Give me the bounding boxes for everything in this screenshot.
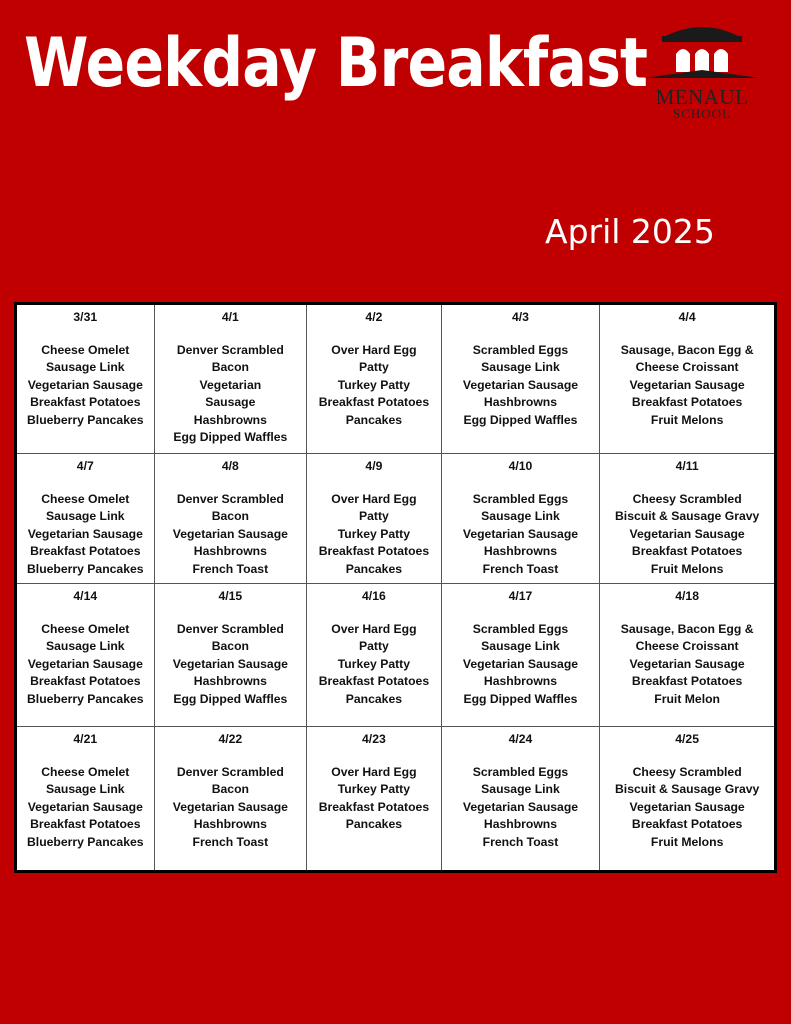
menu-item: Vegetarian Sausage [27, 377, 143, 392]
menu-item: Cheese Omelet [41, 621, 130, 636]
day-date: 3/31 [73, 310, 98, 324]
day-date: 4/11 [675, 459, 699, 473]
menu-item: Breakfast Potatoes [631, 544, 743, 558]
day-cell [154, 727, 307, 872]
school-building-icon [636, 24, 768, 84]
menu-item: Denver Scrambled [176, 764, 284, 779]
day-cell [600, 304, 776, 454]
menu-item: Sausage, Bacon Egg & [620, 342, 754, 357]
menu-item: Fruit Melons [650, 561, 724, 576]
menu-item: Vegetarian Sausage [462, 799, 579, 814]
menu-item: Egg Dipped Waffles [463, 691, 578, 706]
menu-item: Blueberry Pancakes [27, 412, 144, 427]
day-date: 4/17 [508, 589, 533, 603]
menu-item: Cheesy Scrambled [632, 491, 742, 506]
menu-item: Vegetarian Sausage [27, 526, 143, 541]
page-title: Weekday Breakfast [24, 24, 648, 103]
day-date: 4/1 [221, 310, 239, 324]
menu-item: Over Hard Egg [331, 621, 417, 636]
menu-item: Sausage, Bacon Egg & [620, 621, 754, 636]
day-date: 4/24 [508, 732, 533, 746]
month-label: April 2025 [545, 212, 715, 251]
day-cell [16, 584, 155, 727]
menu-item: Vegetarian Sausage [462, 377, 579, 392]
menu-item: Cheese Omelet [41, 764, 130, 779]
day-date: 4/4 [678, 310, 696, 324]
day-date: 4/9 [365, 459, 383, 473]
menu-item: Scrambled Eggs [472, 621, 569, 636]
menu-item: Breakfast Potatoes [30, 674, 141, 688]
day-cell [154, 454, 307, 584]
menu-item: Vegetarian Sausage [629, 526, 745, 541]
menu-item: Patty [358, 360, 389, 374]
menu-item: Breakfast Potatoes [318, 674, 430, 688]
day-cell [441, 727, 600, 872]
day-cell [307, 454, 442, 584]
menu-item: Sausage Link [45, 360, 125, 374]
menu-item: Egg Dipped Waffles [173, 691, 288, 706]
menu-item: Breakfast Potatoes [631, 817, 743, 831]
menu-item: Fruit Melons [650, 412, 724, 427]
menu-item: Fruit Melon [654, 691, 720, 706]
day-cell [307, 727, 442, 872]
menu-item: Vegetarian Sausage [27, 799, 143, 814]
menu-item: Sausage Link [481, 509, 560, 523]
menu-item: Hashbrowns [193, 412, 267, 427]
menu-item: Sausage Link [45, 782, 125, 796]
day-date: 4/16 [362, 589, 386, 603]
menu-item: Vegetarian Sausage [629, 377, 745, 392]
menu-item: Scrambled Eggs [472, 342, 569, 357]
logo-subtitle: SCHOOL [672, 106, 731, 121]
menu-item: Breakfast Potatoes [631, 395, 743, 409]
menu-item: Cheese Omelet [41, 342, 130, 357]
menu-item: Patty [358, 639, 389, 653]
menu-item: Turkey Patty [337, 656, 411, 671]
menu-item: Cheese Croissant [635, 360, 739, 374]
day-date: 4/23 [362, 732, 386, 746]
menu-calendar [14, 302, 777, 873]
menu-item: Hashbrowns [483, 395, 558, 409]
day-date: 4/2 [365, 310, 383, 324]
menu-item: Pancakes [345, 691, 403, 706]
day-cell [154, 304, 307, 454]
day-date: 4/25 [675, 732, 699, 746]
menu-item: Scrambled Eggs [472, 491, 569, 506]
menu-item: Breakfast Potatoes [30, 544, 141, 558]
menu-item: Egg Dipped Waffles [173, 430, 288, 444]
menu-item: Scrambled Eggs [472, 764, 569, 779]
menu-item: Pancakes [345, 561, 403, 576]
day-date: 4/15 [218, 589, 243, 603]
day-cell [600, 584, 776, 727]
menu-item: French Toast [482, 561, 559, 576]
day-cell [600, 454, 776, 584]
menu-item: Cheese Omelet [41, 491, 130, 506]
menu-item: Breakfast Potatoes [318, 395, 430, 409]
menu-item: Turkey Patty [337, 526, 411, 541]
menu-item: Cheesy Scrambled [632, 764, 742, 779]
menu-item: Vegetarian Sausage [172, 656, 288, 671]
menu-item: Over Hard Egg [331, 491, 417, 506]
menu-item: Sausage Link [481, 360, 560, 374]
day-date: 4/10 [508, 459, 533, 473]
menu-item: Pancakes [345, 817, 403, 831]
menu-item: Turkey Patty [337, 782, 411, 796]
day-cell [307, 304, 442, 454]
menu-item: Breakfast Potatoes [318, 799, 430, 814]
day-date: 4/7 [76, 459, 94, 473]
menu-item: Cheese Croissant [635, 639, 739, 653]
menu-item: Hashbrowns [193, 674, 267, 688]
menu-item: Blueberry Pancakes [27, 834, 144, 849]
menu-item: Breakfast Potatoes [318, 544, 430, 558]
menu-item: Fruit Melons [650, 834, 724, 849]
menu-item: Vegetarian Sausage [172, 799, 288, 814]
menu-item: Denver Scrambled [176, 621, 284, 636]
menu-item: Hashbrowns [483, 817, 558, 831]
menu-item: Sausage Link [45, 639, 125, 653]
week-row [16, 304, 776, 454]
menu-item: Hashbrowns [193, 817, 267, 831]
week-row [16, 727, 776, 872]
menu-item: Vegetarian Sausage [27, 656, 143, 671]
day-date: 4/21 [73, 732, 98, 746]
menu-item: Egg Dipped Waffles [463, 412, 578, 427]
menu-item: Vegetarian Sausage [629, 656, 745, 671]
day-cell [600, 727, 776, 872]
menu-item: Sausage Link [481, 782, 560, 796]
menu-item: Biscuit & Sausage Gravy [615, 509, 760, 523]
menu-item: Sausage [205, 395, 256, 409]
menu-item: Vegetarian [199, 377, 262, 392]
menu-item: Over Hard Egg [331, 764, 417, 779]
menu-item: Biscuit & Sausage Gravy [615, 782, 760, 796]
day-date: 4/14 [73, 589, 98, 603]
day-cell [441, 304, 600, 454]
menu-item: Turkey Patty [337, 377, 411, 392]
day-cell [307, 584, 442, 727]
menu-item: Hashbrowns [483, 674, 558, 688]
school-logo [636, 24, 768, 124]
menu-item: Patty [358, 509, 389, 523]
menu-item: Breakfast Potatoes [631, 674, 743, 688]
menu-item: Bacon [211, 509, 249, 523]
menu-item: Denver Scrambled [176, 491, 284, 506]
week-row [16, 454, 776, 584]
menu-item: French Toast [482, 834, 559, 849]
menu-item: Pancakes [345, 412, 403, 427]
menu-item: Breakfast Potatoes [30, 395, 141, 409]
day-date: 4/3 [511, 310, 529, 324]
menu-item: Vegetarian Sausage [462, 526, 579, 541]
day-cell [16, 304, 155, 454]
menu-item: Hashbrowns [193, 544, 267, 558]
menu-item: Bacon [211, 782, 249, 796]
week-row [16, 584, 776, 727]
day-cell [154, 584, 307, 727]
day-cell [441, 454, 600, 584]
logo-name: MENAUL [655, 85, 749, 109]
menu-item: Sausage Link [481, 639, 560, 653]
menu-item: Blueberry Pancakes [27, 561, 144, 576]
menu-item: Sausage Link [45, 509, 125, 523]
menu-item: Blueberry Pancakes [27, 691, 144, 706]
menu-item: Denver Scrambled [176, 342, 284, 357]
menu-item: Vegetarian Sausage [172, 526, 288, 541]
menu-item: Bacon [211, 360, 249, 374]
menu-item: French Toast [192, 561, 269, 576]
menu-item: Breakfast Potatoes [30, 817, 141, 831]
menu-item: Vegetarian Sausage [462, 656, 579, 671]
menu-item: Vegetarian Sausage [629, 799, 745, 814]
menu-item: Bacon [211, 639, 249, 653]
day-cell [16, 727, 155, 872]
day-date: 4/18 [675, 589, 699, 603]
day-cell [16, 454, 155, 584]
day-date: 4/22 [218, 732, 243, 746]
menu-item: French Toast [192, 834, 269, 849]
menu-item: Over Hard Egg [331, 342, 417, 357]
menu-item: Hashbrowns [483, 544, 558, 558]
day-date: 4/8 [221, 459, 239, 473]
day-cell [441, 584, 600, 727]
